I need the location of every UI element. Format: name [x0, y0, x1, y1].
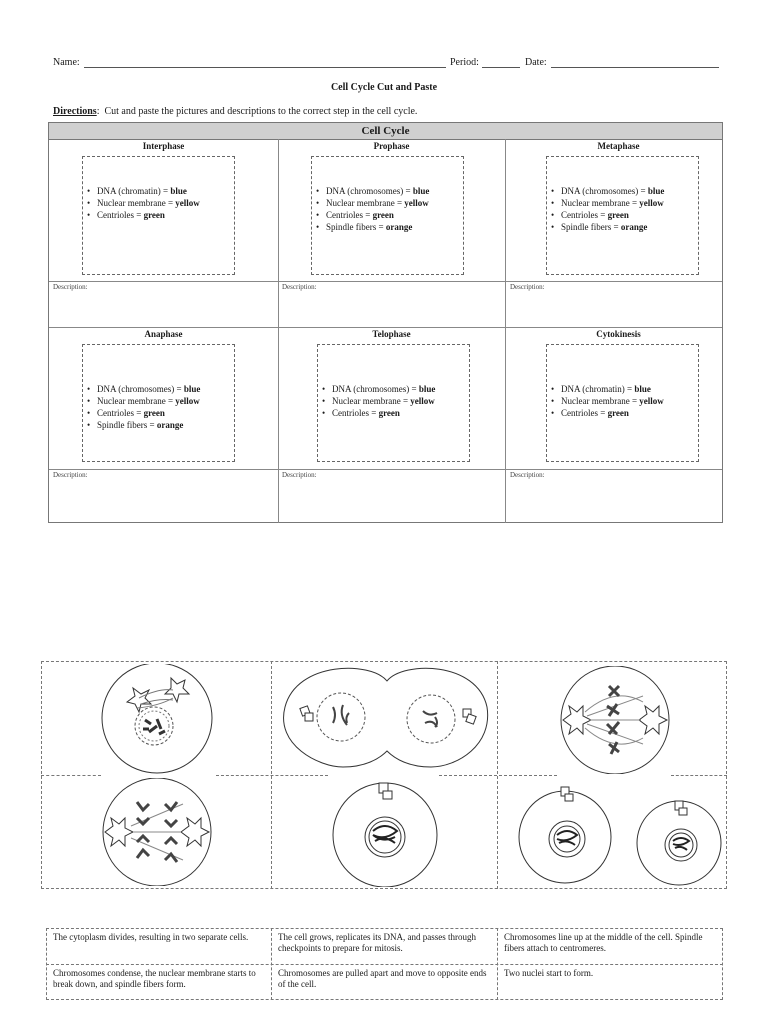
cut-line — [41, 661, 727, 662]
phase-name-prophase: Prophase — [373, 141, 410, 151]
key-item: • DNA (chromatin) = blue — [551, 383, 664, 395]
cut-line — [46, 999, 723, 1000]
prophase-cell-image[interactable] — [99, 664, 217, 774]
key-item: • DNA (chromosomes) = blue — [316, 185, 429, 197]
key-item: • Nuclear membrane = yellow — [551, 395, 664, 407]
key-item: • Centrioles = green — [551, 407, 664, 419]
description-label: Description: — [53, 471, 88, 479]
key-item: • Nuclear membrane = yellow — [87, 197, 200, 209]
description-card[interactable]: The cell grows, replicates its DNA, and passes through checkpoints to prepare for mitosis. — [278, 932, 476, 953]
row-divider — [49, 327, 722, 328]
row-divider — [49, 281, 722, 282]
paste-box-interphase[interactable] — [82, 156, 235, 275]
metaphase-cell-image[interactable] — [555, 666, 675, 774]
key-item: • Centrioles = green — [322, 407, 435, 419]
key-item: • Nuclear membrane = yellow — [87, 395, 200, 407]
phase-name-anaphase: Anaphase — [144, 329, 183, 339]
color-key-telophase — [322, 383, 435, 419]
color-key-metaphase — [551, 185, 664, 233]
phase-name-metaphase: Metaphase — [597, 141, 640, 151]
phase-name-interphase: Interphase — [142, 141, 185, 151]
paste-box-prophase[interactable] — [311, 156, 464, 275]
color-key-anaphase — [87, 383, 200, 431]
directions: Directions: Cut and paste the pictures and descriptions to the correct step in the cell cycle. — [53, 106, 418, 117]
cut-line — [671, 775, 727, 776]
description-card[interactable]: Two nuclei start to form. — [504, 968, 594, 978]
key-item: • Spindle fibers = orange — [87, 419, 200, 431]
key-item: • DNA (chromosomes) = blue — [322, 383, 435, 395]
key-item: • Centrioles = green — [87, 407, 200, 419]
description-label: Description: — [510, 283, 545, 291]
cut-line — [216, 775, 328, 776]
phase-name-cytokinesis: Cytokinesis — [596, 329, 641, 339]
key-item: • Centrioles = green — [551, 209, 664, 221]
anaphase-cell-image[interactable] — [99, 778, 217, 886]
directions-label: Directions — [53, 106, 97, 117]
key-item: • DNA (chromatin) = blue — [87, 185, 200, 197]
key-item: • Spindle fibers = orange — [316, 221, 429, 233]
period-label: Period: — [450, 57, 479, 68]
worksheet-title: Cell Cycle Cut and Paste — [330, 82, 438, 93]
name-label: Name: — [53, 57, 80, 68]
description-cutouts — [46, 928, 723, 1000]
cut-line — [41, 775, 101, 776]
key-item: • DNA (chromosomes) = blue — [551, 185, 664, 197]
description-label: Description: — [282, 471, 317, 479]
cytokinesis-cell-image[interactable] — [517, 781, 725, 887]
key-item: • Centrioles = green — [316, 209, 429, 221]
cell-cycle-table — [48, 122, 723, 523]
color-key-interphase — [87, 185, 200, 221]
phase-name-telophase: Telophase — [372, 329, 411, 339]
description-label: Description: — [282, 283, 317, 291]
description-card[interactable]: Chromosomes condense, the nuclear membrane starts to break down, and spindle fibers form. — [53, 968, 256, 989]
color-key-prophase — [316, 185, 429, 233]
description-card[interactable]: Chromosomes line up at the middle of the cell. Spindle fibers attach to centromeres. — [504, 932, 703, 953]
paste-box-cytokinesis[interactable] — [546, 344, 699, 462]
directions-text: Cut and paste the pictures and descriptions to the correct step in the cell cycle. — [104, 106, 418, 117]
paste-box-anaphase[interactable] — [82, 344, 235, 462]
date-field[interactable] — [551, 58, 719, 68]
interphase-cell-image[interactable] — [327, 779, 443, 887]
key-item: • Nuclear membrane = yellow — [551, 197, 664, 209]
cutout-pictures — [41, 661, 727, 889]
description-label: Description: — [53, 283, 88, 291]
cut-line — [439, 775, 557, 776]
key-item: • Spindle fibers = orange — [551, 221, 664, 233]
period-field[interactable] — [482, 58, 520, 68]
description-card[interactable]: Chromosomes are pulled apart and move to opposite ends of the cell. — [278, 968, 487, 989]
cell-cycle-heading: Cell Cycle — [49, 123, 722, 140]
paste-box-metaphase[interactable] — [546, 156, 699, 275]
key-item: • Nuclear membrane = yellow — [316, 197, 429, 209]
telophase-cell-image[interactable] — [279, 667, 495, 769]
key-item: • Nuclear membrane = yellow — [322, 395, 435, 407]
key-item: • Centrioles = green — [87, 209, 200, 221]
cut-line — [41, 888, 727, 889]
key-item: • DNA (chromosomes) = blue — [87, 383, 200, 395]
description-label: Description: — [510, 471, 545, 479]
cut-line — [722, 928, 723, 1000]
row-divider — [49, 469, 722, 470]
date-label: Date: — [525, 57, 547, 68]
description-card[interactable]: The cytoplasm divides, resulting in two separate cells. — [53, 932, 249, 942]
color-key-cytokinesis — [551, 383, 664, 419]
name-field[interactable] — [84, 58, 446, 68]
paste-box-telophase[interactable] — [317, 344, 470, 462]
